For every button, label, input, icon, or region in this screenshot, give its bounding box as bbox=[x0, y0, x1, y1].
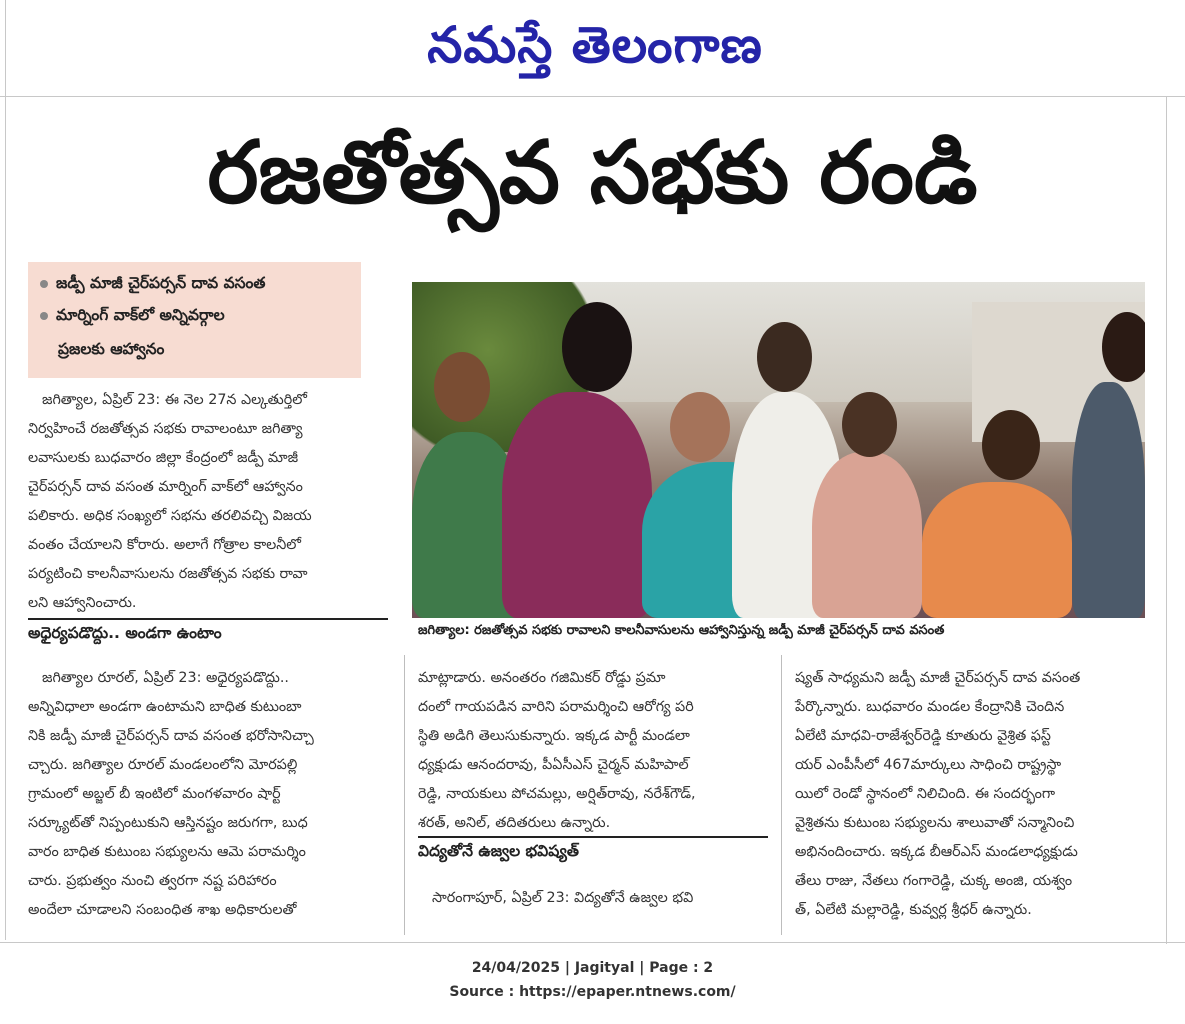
article-line: ఏలేటి మాధవి-రాజేశ్వర్‌రెడ్డి కూతురు వైశ్రిత ఫస్ట్ bbox=[795, 728, 1051, 744]
article-line: అభినందించారు. ఇక్కడ బీఆర్ఎస్ మండలాధ్యక్షుడు bbox=[795, 844, 1078, 860]
top-rule bbox=[0, 96, 1185, 97]
highlight-text: ప్రజలకు ఆహ్వానం bbox=[58, 340, 165, 358]
article-line: లవాసులకు బుధవారం జిల్లా కేంద్రంలో జడ్పీ మాజీ bbox=[28, 450, 299, 466]
highlight-item bbox=[40, 306, 225, 328]
column-divider bbox=[781, 655, 782, 935]
article-line: నికి జడ్పీ మాజీ చైర్‌పర్సన్ దావ వసంత భరోసానిచ్చా bbox=[28, 728, 314, 744]
photo-caption: జగిత్యాల: రజతోత్సవ సభకు రావాలని కాలనీవాసులను ఆహ్వానిస్తున్న జడ్పీ మాజీ చైర్‌పర్సన్ దావ వసంత bbox=[418, 623, 945, 638]
article-line: సారంగాపూర్, ఏప్రిల్ 23: విద్యతోనే ఉజ్వల భవి bbox=[432, 890, 694, 906]
article-line: రెడ్డి, నాయకులు పోచమల్లు, అర్షిత్‌రావు, నరేశ్‌గౌడ్, bbox=[418, 786, 696, 802]
article-line: జగిత్యాల, ఏప్రిల్ 23: ఈ నెల 27న ఎల్కతుర్తిలో bbox=[42, 392, 307, 408]
article-line: పలికారు. అధిక సంఖ్యలో సభను తరలివచ్చి విజయ bbox=[28, 508, 312, 524]
article-line: యర్ ఎంపీసీలో 467మార్కులు సాధించి రాష్ట్రస్థా bbox=[795, 757, 1062, 773]
footer-date-edition: 24/04/2025 | Jagityal | Page : 2 bbox=[471, 960, 714, 976]
article-line: చైర్‌పర్సన్ దావ వసంత మార్నింగ్ వాక్‌లో ఆహ్వానం bbox=[28, 479, 303, 495]
article-middle bbox=[418, 664, 770, 838]
article-line: యిలో రెండో స్థానంలో నిలిచింది. ఈ సందర్భంగా bbox=[795, 786, 1056, 802]
article-line: అందేలా చూడాలని సంబంధిత శాఖ అధికారులతో bbox=[28, 902, 297, 918]
highlights-box bbox=[28, 262, 361, 378]
article-right bbox=[795, 664, 1160, 925]
article-education bbox=[418, 884, 770, 913]
right-border bbox=[1166, 96, 1167, 944]
headline: రజతోత్సవ సభకు రండి bbox=[207, 123, 978, 223]
article-line: అన్నివిధాలా అండగా ఉంటామని బాధిత కుటుంబా bbox=[28, 699, 302, 715]
article-line: జగిత్యాల రూరల్, ఏప్రిల్ 23: అధైర్యపడొద్దు.. bbox=[42, 670, 289, 686]
subheading: విద్యతోనే ఉజ్వల భవిష్యత్ bbox=[418, 836, 768, 864]
article-line: వారం బాధిత కుటుంబ సభ్యులను ఆమె పరామర్శిం bbox=[28, 844, 306, 860]
article-intro bbox=[28, 386, 388, 618]
article-line: దంలో గాయపడిన వారిని పరామర్శించి ఆరోగ్య పరి bbox=[418, 699, 694, 715]
bottom-rule bbox=[0, 942, 1185, 943]
masthead-logo: నమస్తే తెలంగాణ bbox=[427, 15, 763, 74]
article-line: ష్యత్ సాధ్యమని జడ్పీ మాజీ చైర్‌పర్సన్ దావ వసంత bbox=[795, 670, 1081, 686]
left-border bbox=[5, 0, 6, 940]
column-divider bbox=[404, 655, 405, 935]
article-line: పర్యటించి కాలనీవాసులను రజతోత్సవ సభకు రావా bbox=[28, 566, 308, 582]
highlight-text: మార్నింగ్ వాక్‌లో అన్నివర్గాల bbox=[56, 306, 225, 324]
article-line: నిర్వహించే రజతోత్సవ సభకు రావాలంటూ జగిత్యా bbox=[28, 421, 303, 437]
news-photo bbox=[412, 282, 1145, 618]
article-line: చారు. ప్రభుత్వం నుంచి త్వరగా నష్ట పరిహారం bbox=[28, 873, 277, 889]
highlight-item bbox=[40, 274, 265, 296]
article-line: ధ్యక్షుడు ఆనందరావు, పీఏసీఎస్ చైర్మన్ మహిపాల్ bbox=[418, 757, 689, 773]
article-line: సర్క్యూట్‌తో నిప్పంటుకుని ఆస్తినష్టం జరుగగా, బుధ bbox=[28, 815, 308, 831]
article-rural bbox=[28, 664, 398, 925]
article-line: లని ఆహ్వానించారు. bbox=[28, 595, 137, 611]
article-line: మాట్లాడారు. అనంతరం గజిమికర్ రోడ్డు ప్రమా bbox=[418, 670, 666, 686]
article-line: వైశ్రితను కుటుంబ సభ్యులను శాలువాతో సన్మానించి bbox=[795, 815, 1075, 831]
bullet-icon bbox=[40, 280, 48, 288]
article-line: గ్రామంలో అబ్జల్ బీ ఇంటిలో మంగళవారం షార్ట్ bbox=[28, 786, 281, 802]
article-line: తేలు రాజు, నేతలు గంగారెడ్డి, చుక్క అంజి, యశ్వం bbox=[795, 873, 1073, 889]
article-line: త్, ఏలేటి మల్లారెడ్డి, కువ్వర్ల శ్రీధర్ ఉన్నారు. bbox=[795, 902, 1032, 918]
article-line: పేర్కొన్నారు. బుధవారం మండల కేంద్రానికి చెందిన bbox=[795, 699, 1065, 715]
highlight-text: జడ్పీ మాజీ చైర్‌పర్సన్ దావ వసంత bbox=[56, 274, 266, 292]
bullet-icon bbox=[40, 312, 48, 320]
article-line: చ్చారు. జగిత్యాల రూరల్ మండలంలోని మోరపల్లి bbox=[28, 757, 298, 773]
subheading: అధైర్యపడొద్దు.. అండగా ఉంటాం bbox=[28, 618, 388, 646]
footer-source: Source : https://epaper.ntnews.com/ bbox=[449, 984, 736, 1000]
article-line: వంతం చేయాలని కోరారు. అలాగే గోత్రాల కాలనీలో bbox=[28, 537, 301, 553]
article-line: శరత్, అనిల్, తదితరులు ఉన్నారు. bbox=[418, 815, 611, 831]
article-line: స్థితి అడిగి తెలుసుకున్నారు. ఇక్కడ పార్టీ మండలా bbox=[418, 728, 690, 744]
